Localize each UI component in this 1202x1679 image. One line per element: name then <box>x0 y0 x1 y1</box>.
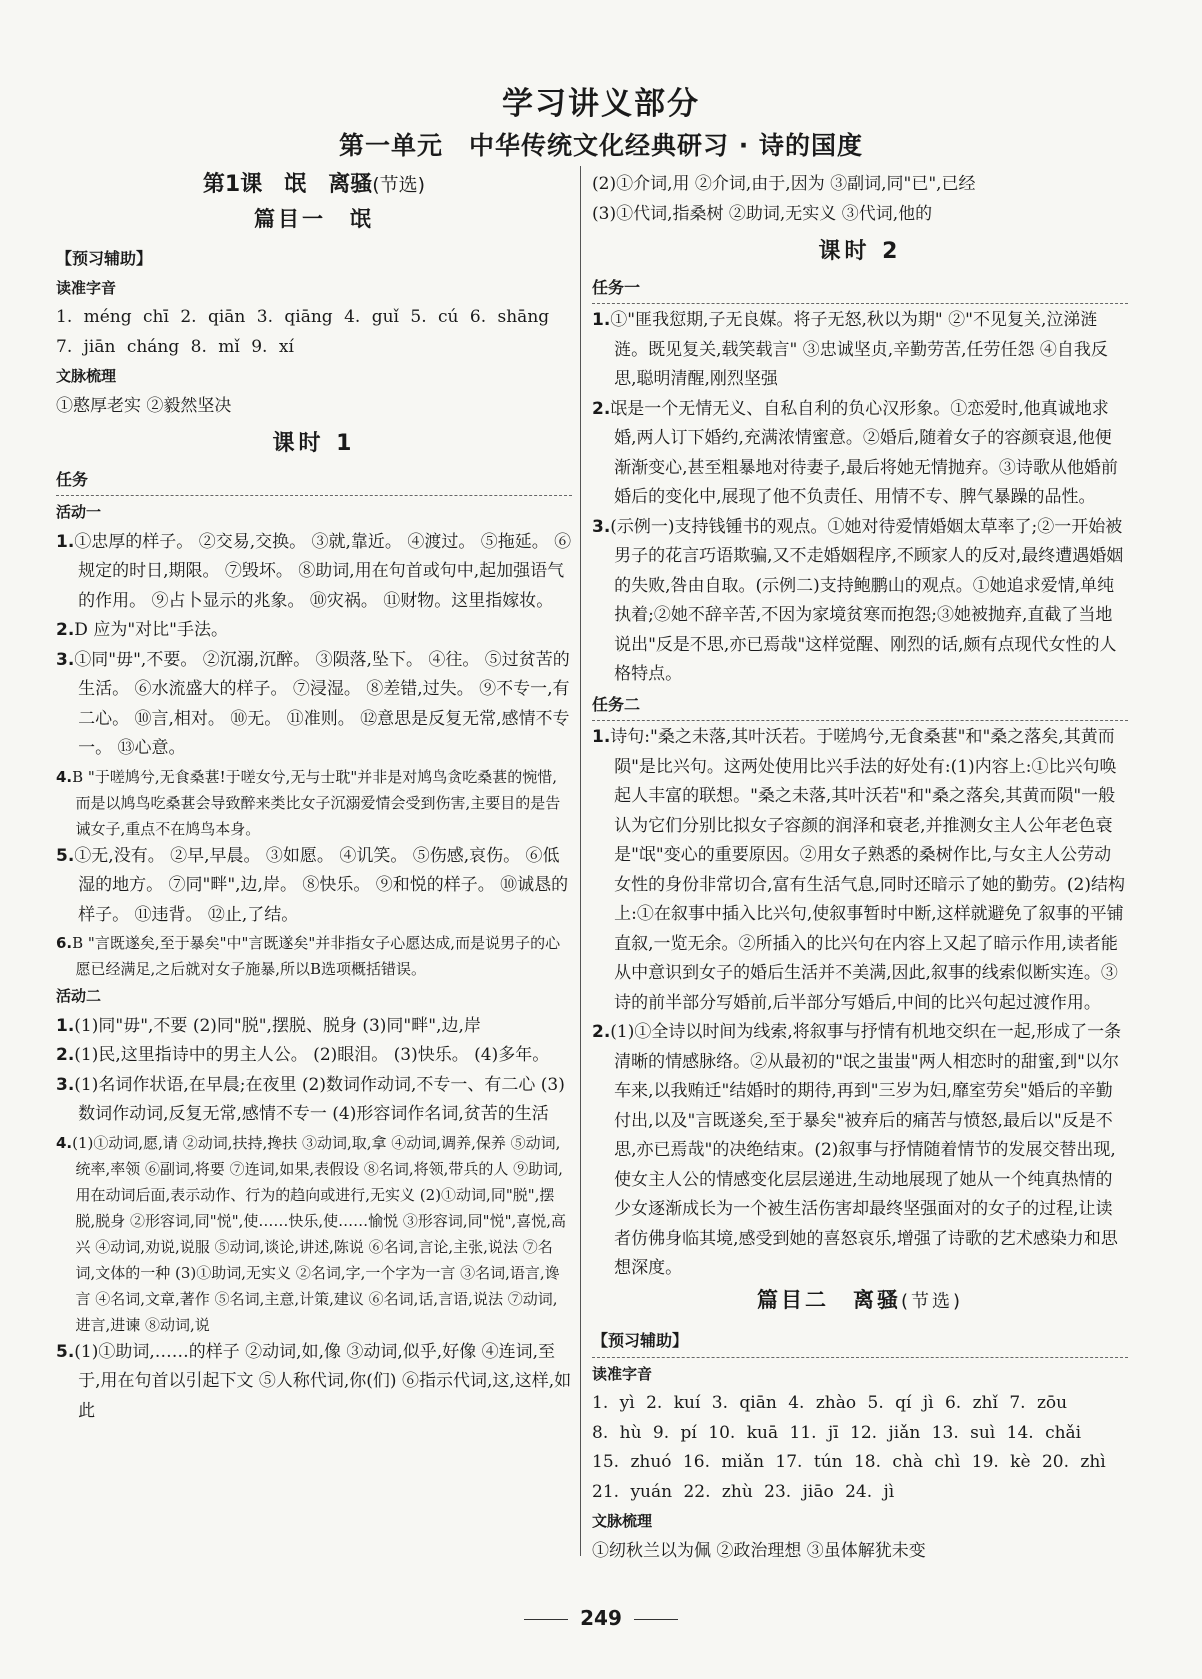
pinyin-line: 15. zhuó 16. miǎn 17. tún 18. chà chì 19. kè 20. zhì <box>592 1452 1106 1472</box>
answer-item <box>56 1071 572 1130</box>
activity1-label: 活动一 <box>56 503 102 521</box>
item-text: B "于嗟鸠兮,无食桑葚!于嗟女兮,无与士耽"并非是对鸠鸟贪吃桑葚的惋惜,而是以鸠鸟吃桑葚会导致醉来类比女子沉溺爱情会受到伤害,主要目的是告诫女子,重点不在鸠鸟本身。 <box>72 767 561 838</box>
item-text: 诗句:"桑之未落,其叶沃若。于嗟鸠兮,无食桑葚"和"桑之落矣,其黄而陨"是比兴句。这两处使用比兴手法的好处有:(1)内容上:①比兴句唤起人丰富的联想。"桑之未落,其叶沃若"和"桑之落矣,其黄而陨"一般认为它们分别比拟女子容颜的润泽和衰老,并推测女主人公年老色衰是"氓"变心的重要原因。②用女子熟悉的桑树作比,与女主人公劳动女性的身份非常切合,富有生活气息,同时还暗示了她的勤劳。(2)结构上:①在叙事中插入比兴句,使叙事暂时中断,这样就避免了叙事的平铺直叙,一览无余。②所插入的比兴句在内容上又起了暗示作用,读者能从中意识到女子的婚后生活并不美满,因此,叙事的线索似断实连。③诗的前半部分写婚前,后半部分写婚后,中间的比兴句起过渡作用。 <box>610 727 1125 1013</box>
task1-list <box>592 306 1128 690</box>
item-text: ①忠厚的样子。 ②交易,交换。 ③就,靠近。 ④渡过。 ⑤拖延。 ⑥规定的时日,期限。 ⑦毁坏。 ⑧助词,用在句首或句中,起加强语气的作用。 ⑨占卜显示的兆象。 ⑩灾祸。 ⑪财物。这里指嫁妆。 <box>74 531 572 611</box>
page-footer <box>0 1606 1202 1630</box>
context-text: ①憨厚老实 ②毅然坚决 <box>56 395 232 416</box>
task-heading: 任务 <box>56 465 572 497</box>
lesson-title-text: 第1课 氓 离骚 <box>202 172 373 197</box>
answer-item <box>56 1041 572 1071</box>
part2-title <box>592 1286 1128 1317</box>
preview-heading: 【预习辅助】 <box>592 1326 1128 1358</box>
item-number: 2. <box>592 1022 611 1042</box>
part2-title-note: (节选) <box>900 1290 964 1312</box>
activity2-list <box>56 1012 572 1427</box>
column-divider <box>580 166 581 1556</box>
answer-item <box>592 395 1128 513</box>
item-text: (1)①动词,愿,请 ②动词,扶持,搀扶 ③动词,取,拿 ④动词,调养,保养 ⑤动词,统率,率领 ⑥副词,将要 ⑦连词,如果,表假设 ⑧名词,将领,带兵的人 ⑨助词,用在动词后面,表示动作、行为的趋向或进行,无实义 (2)①动词,同"脱",摆脱,脱身 ②形容词,同"悦",使……快乐,使……愉悦 ③形容词,同"悦",喜悦,高兴 ④动词,劝说,说服 ⑤动词,谈论,讲述,陈说 ⑥名词,言论,主张,说法 ⑦名词,文体的一种 (3)①助词,无实义 ②名词,字,一个字为一言 ③名词,语言,谗言 ④名词,文章,著作 ⑤名词,主意,计策,建议 ⑥名词,话,言语,说法 ⑦动词,进言,进谏 ⑧动词,说 <box>72 1133 567 1334</box>
answer-item <box>56 528 572 617</box>
footer-rule <box>634 1619 678 1620</box>
item-text: ①"匪我愆期,子无良媒。将子无怒,秋以为期" ②"不见复关,泣涕涟涟。既见复关,载笑载言" ③忠诚坚贞,辛勤劳苦,任劳任怨 ④自我反思,聪明清醒,刚烈坚强 <box>610 310 1108 389</box>
left-column <box>56 170 572 1426</box>
part2-title-text: 篇目二 离骚 <box>756 1287 901 1312</box>
task1-heading: 任务一 <box>592 273 1128 305</box>
answer-item <box>56 1338 572 1427</box>
answer-item <box>56 842 572 931</box>
item-text: 氓是一个无情无义、自私自利的负心汉形象。①恋爱时,他真诚地求婚,两人订下婚约,充满浓情蜜意。②婚后,随着女子的容颜衰退,他便渐渐变心,甚至粗暴地对待妻子,最后将她无情抛弃。③诗歌从他婚前婚后的变化中,展现了他不负责任、用情不专、脾气暴躁的品性。 <box>610 398 1118 507</box>
period2-title: 课时 2 <box>818 239 902 264</box>
item-number: 2. <box>56 1045 75 1065</box>
item-number: 1. <box>592 727 611 747</box>
page-number: 249 <box>580 1606 622 1630</box>
answer-item <box>56 764 572 842</box>
page-title: 学习讲义部分 <box>502 86 700 122</box>
answer-item <box>56 646 572 764</box>
part1-title: 篇目一 氓 <box>254 206 374 231</box>
answer-item <box>592 723 1128 1018</box>
task2-list <box>592 723 1128 1284</box>
context-label: 文脉梳理 <box>592 1512 653 1530</box>
item-number: 1. <box>56 1015 75 1036</box>
item-number: 1. <box>592 310 611 330</box>
footer-rule <box>524 1619 568 1620</box>
continued-line: (3)①代词,指桑树 ②助词,无实义 ③代词,他的 <box>592 203 933 224</box>
item-number: 1. <box>56 531 75 552</box>
answer-item <box>592 513 1128 690</box>
unit-title: 第一单元 中华传统文化经典研习 · 诗的国度 <box>339 131 863 160</box>
item-number: 3. <box>56 649 75 670</box>
context-text: ①纫秋兰以为佩 ②政治理想 ③虽体解犹未变 <box>592 1540 926 1561</box>
read-label: 读准字音 <box>592 1364 653 1383</box>
lesson-title-note: (节选) <box>372 174 426 196</box>
item-number: 5. <box>56 845 75 866</box>
item-number: 3. <box>592 516 611 537</box>
item-text: (1)①助词,……的样子 ②动词,如,像 ③动词,似乎,好像 ④连词,至于,用在句首以引起下文 ⑤人称代词,你(们) ⑥指示代词,这,这样,如此 <box>74 1341 572 1421</box>
lesson-title <box>56 170 572 201</box>
answer-item <box>56 1130 572 1338</box>
answer-item <box>592 1018 1128 1284</box>
activity2-label: 活动二 <box>56 987 102 1005</box>
right-column <box>592 170 1128 1566</box>
item-text: B "言既遂矣,至于暴矣"中"言既遂矣"并非指女子心愿达成,而是说男子的心愿已经满足,之后就对女子施暴,所以B选项概括错误。 <box>72 934 561 978</box>
item-number: 6. <box>56 934 73 952</box>
item-number: 3. <box>56 1074 75 1095</box>
context-label: 文脉梳理 <box>56 367 117 385</box>
continued-line: (2)①介词,用 ②介词,由于,因为 ③副词,同"已",已经 <box>592 174 976 194</box>
pinyin-line: 7. jiān cháng 8. mǐ 9. xí <box>56 336 294 357</box>
item-text: (1)同"毋",不要 (2)同"脱",摆脱、脱身 (3)同"畔",边,岸 <box>74 1015 481 1036</box>
answer-item <box>56 930 572 982</box>
item-number: 2. <box>592 398 611 419</box>
item-text: (1)名词作状语,在早晨;在夜里 (2)数词作动词,不专一、有二心 (3)数词作动词,反复无常,感情不专一 (4)形容词作名词,贫苦的生活 <box>74 1074 565 1124</box>
item-text: D 应为"对比"手法。 <box>74 620 228 640</box>
item-number: 2. <box>56 620 75 640</box>
item-number: 4. <box>56 767 73 786</box>
preview-heading: 【预习辅助】 <box>56 249 153 268</box>
pinyin-line: 8. hù 9. pí 10. kuā 11. jī 12. jiǎn 13. suì 14. chǎi <box>592 1422 1082 1443</box>
task2-heading: 任务二 <box>592 690 1128 722</box>
pinyin-line: 1. yì 2. kuí 3. qiān 4. zhào 5. qí jì 6. zhǐ 7. zōu <box>592 1393 1068 1413</box>
answer-item <box>56 1012 572 1042</box>
period1-title: 课时 1 <box>272 431 356 456</box>
activity1-list <box>56 528 572 983</box>
pinyin-line: 21. yuán 22. zhù 23. jiāo 24. jì <box>592 1481 895 1502</box>
item-number: 4. <box>56 1133 73 1152</box>
read-label: 读准字音 <box>56 278 117 297</box>
item-text: (1)①全诗以时间为线索,将叙事与抒情有机地交织在一起,形成了一条清晰的情感脉络。②从最初的"氓之蚩蚩"两人相恋时的甜蜜,到"以尔车来,以我贿迁"结婚时的期待,再到"三岁为妇,靡室劳矣"婚后的辛勤付出,以及"言既遂矣,至于暴矣"被弃后的痛苦与愤怒,最后以"反是不思,亦已焉哉"的决绝结束。(2)叙事与抒情随着情节的发展交替出现,使女主人公的情感变化层层递进,生动地展现了她从一个纯真热情的少女逐渐成长为一个被生活伤害却最终坚强面对的女子的过程,让读者仿佛身临其境,感受到她的喜怒哀乐,增强了诗歌的艺术感染力和思想深度。 <box>610 1022 1122 1278</box>
answer-item <box>56 616 572 646</box>
item-text: (示例一)支持钱锺书的观点。①她对待爱情婚姻太草率了;②一开始被男子的花言巧语欺骗,又不走婚姻程序,不顾家人的反对,最终遭遇婚姻的失败,咎由自取。(示例二)支持鲍鹏山的观点。①她追求爱情,单纯执着;②她不辞辛苦,不因为家境贫寒而抱怨;③她被抛弃,直截了当地说出"反是不思,亦已焉哉"这样觉醒、刚烈的话,颇有点现代女性的人格特点。 <box>610 516 1124 684</box>
item-number: 5. <box>56 1341 75 1362</box>
item-text: ①同"毋",不要。 ②沉溺,沉醉。 ③陨落,坠下。 ④往。 ⑤过贫苦的生活。 ⑥水流盛大的样子。 ⑦浸湿。 ⑧差错,过失。 ⑨不专一,有二心。 ⑩言,相对。 ⑩无。 ⑪准则。 ⑫意思是反复无常,感情不专一。 ⑬心意。 <box>74 649 570 758</box>
item-text: (1)民,这里指诗中的男主人公。 (2)眼泪。 (3)快乐。 (4)多年。 <box>74 1045 550 1065</box>
item-text: ①无,没有。 ②早,早晨。 ③如愿。 ④讥笑。 ⑤伤感,哀伤。 ⑥低湿的地方。 ⑦同"畔",边,岸。 ⑧快乐。 ⑨和悦的样子。 ⑩诚恳的样子。 ⑪违背。 ⑫止,了结。 <box>74 845 569 925</box>
answer-item <box>592 306 1128 395</box>
pinyin-line: 1. méng chī 2. qiān 3. qiāng 4. guǐ 5. cú 6. shāng <box>56 307 550 327</box>
